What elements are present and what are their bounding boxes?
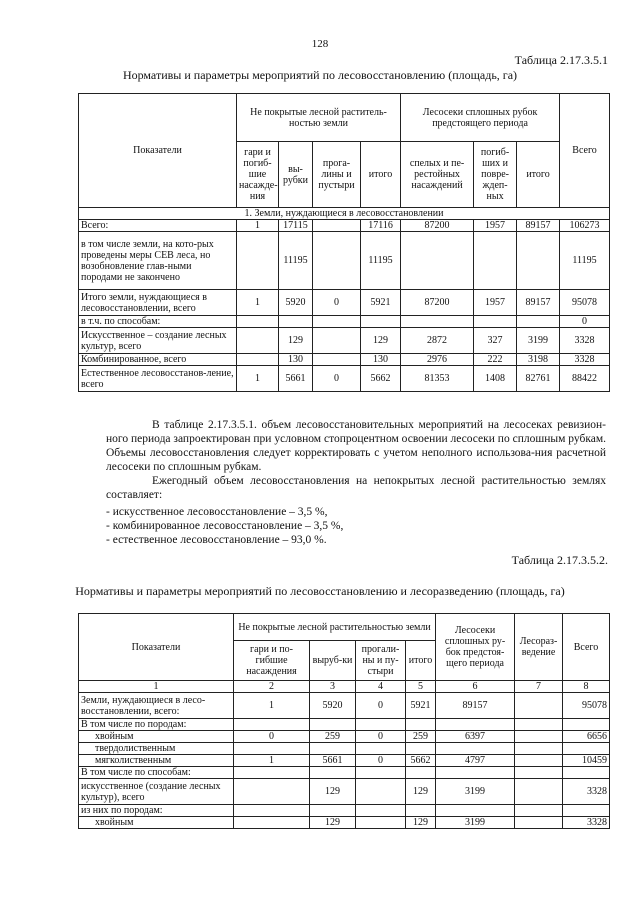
table-cell [310,767,356,779]
table-cell [517,232,560,290]
table-cell: 3328 [563,779,610,805]
table-cell: 3199 [436,779,515,805]
table-cell [474,232,517,290]
row-label: хвойным [79,817,234,829]
table-cell: 0 [356,731,406,743]
row-label: Комбинированное, всего [79,354,237,366]
table-cell [563,743,610,755]
header-indicators: Показатели [79,94,237,208]
table-cell: 95078 [563,693,610,719]
table-label: Таблица 2.17.3.5.2. [511,553,608,567]
table-row [79,719,610,731]
table-cell: 1957 [474,290,517,316]
table-cell [563,805,610,817]
header-indicators: Показатели [79,614,234,681]
table-cell: 2872 [401,328,474,354]
table-row [79,220,610,232]
header-ripe-stands: спелых и пе-рестойных насаждений [401,142,474,208]
table-cell: 0 [313,366,361,392]
table-cell: 1408 [474,366,517,392]
table-cell: 89157 [517,290,560,316]
list-item: - искусственное лесовосстановление – 3,5 %, [106,506,328,518]
table-cell: 3199 [517,328,560,354]
header-glades: прогали-ны и пу-стыри [356,641,406,681]
header-glades: прога-лины и пустыри [313,142,361,208]
table-cell [436,719,515,731]
table-cell [310,805,356,817]
column-number: 7 [515,681,563,693]
table-cell [517,316,560,328]
table-cell: 222 [474,354,517,366]
table-cell: 88422 [560,366,610,392]
table-cell [310,743,356,755]
table-cell [406,805,436,817]
table-cell [234,719,310,731]
header-afforestation: Лесораз-ведение [515,614,563,681]
table-cell [310,719,356,731]
column-number: 6 [436,681,515,693]
table-cell [401,316,474,328]
table-cell: 1 [237,366,279,392]
table-row [79,805,610,817]
header-total: Всего [560,94,610,208]
table-cell: 129 [406,779,436,805]
reforestation-afforestation-table [78,613,610,829]
table-cell [406,743,436,755]
table-row [79,366,610,392]
header-clearcut-areas: Лесосеки сплошных ру-бок предстоя-щего периода [436,614,515,681]
table-row [79,767,610,779]
table-cell [515,767,563,779]
table-cell: 0 [234,731,310,743]
table-cell: 106273 [560,220,610,232]
row-label: В том числе по породам: [79,719,234,731]
table-cell [356,719,406,731]
table-row [79,817,610,829]
table-cell: 89157 [517,220,560,232]
table-cell [515,731,563,743]
row-label: Естественное лесовосстанов-ление, всего [79,366,237,392]
header-subtotal: итого [361,142,401,208]
table-cell [515,817,563,829]
table-cell: 17115 [279,220,313,232]
header-felled: вы-рубки [279,142,313,208]
table-cell [313,232,361,290]
table-row [79,354,610,366]
header-total: Всего [563,614,610,681]
column-number: 1 [79,681,234,693]
column-number: 2 [234,681,310,693]
table-cell [515,805,563,817]
section-title: 1. Земли, нуждающиеся в лесовосстановлении [79,208,610,220]
table-cell [313,328,361,354]
table-cell: 3328 [560,354,610,366]
table-cell [474,316,517,328]
table-cell: 6397 [436,731,515,743]
table-cell: 327 [474,328,517,354]
table-cell: 3199 [436,817,515,829]
table-cell: 3198 [517,354,560,366]
table-title: Нормативы и параметры мероприятий по лесовосстановлению и лесоразведению (площадь, га) [75,584,565,598]
table-cell [279,316,313,328]
table-cell: 130 [361,354,401,366]
table-cell: 89157 [436,693,515,719]
table-cell [515,719,563,731]
table-cell [515,743,563,755]
table-cell: 10459 [563,755,610,767]
table-cell: 1 [234,755,310,767]
column-numbers-row [79,681,610,693]
table-cell: 5921 [406,693,436,719]
table-cell: 0 [356,693,406,719]
table-cell [234,805,310,817]
table-row [79,693,610,719]
table-cell: 95078 [560,290,610,316]
table-cell: 5662 [406,755,436,767]
table-cell: 129 [406,817,436,829]
header-subtotal: итого [406,641,436,681]
table-cell [237,328,279,354]
table-cell [356,743,406,755]
table-cell: 87200 [401,290,474,316]
list-item: - естественное лесовосстановление – 93,0 %. [106,534,327,546]
table-cell [237,354,279,366]
header-clearcut-areas: Лесосеки сплошных рубок предстоящего периода [401,94,560,142]
table-cell [515,693,563,719]
column-number: 4 [356,681,406,693]
table-cell: 129 [310,817,356,829]
row-label: в том числе земли, на кото-рых проведены меры СЕВ леса, но возобновление глав-ными породами не закончено [79,232,237,290]
row-label: искусственное (создание лесных культур), всего [79,779,234,805]
row-label: твердолиственным [79,743,234,755]
table-row [79,779,610,805]
table-cell: 3328 [563,817,610,829]
table-cell: 129 [361,328,401,354]
table-cell: 2976 [401,354,474,366]
table-cell: 4797 [436,755,515,767]
header-subtotal: итого [517,142,560,208]
row-label: Всего: [79,220,237,232]
paragraph-volume [106,418,606,474]
table-row [79,290,610,316]
row-label: из них по породам: [79,805,234,817]
table-cell [436,767,515,779]
header-burned: гари и по-гибшие насаждения [234,641,310,681]
column-number: 3 [310,681,356,693]
table-cell [361,316,401,328]
table-cell: 11195 [560,232,610,290]
row-label: мягколиственным [79,755,234,767]
table-cell: 1 [234,693,310,719]
table-cell: 6656 [563,731,610,743]
table-cell: 1 [237,290,279,316]
table-cell: 129 [279,328,313,354]
table-label: Таблица 2.17.3.5.1 [514,53,608,67]
header-felled: выруб-ки [310,641,356,681]
row-label: Земли, нуждающиеся в лесо-восстановлении, всего: [79,693,234,719]
table-cell [436,743,515,755]
table-cell [237,316,279,328]
row-label: хвойным [79,731,234,743]
table-cell: 82761 [517,366,560,392]
row-label: Итого земли, нуждающиеся в лесовосстановлении, всего [79,290,237,316]
table-cell [515,779,563,805]
table-cell [436,805,515,817]
table-cell: 1957 [474,220,517,232]
header-uncovered-lands: Не покрытые лесной растительностью земли [234,614,436,641]
table-title: Нормативы и параметры мероприятий по лесовосстановлению (площадь, га) [122,68,518,82]
row-label: Искусственное – создание лесных культур, всего [79,328,237,354]
table-cell [515,755,563,767]
table-cell: 5920 [310,693,356,719]
table-cell: 0 [313,290,361,316]
column-number: 5 [406,681,436,693]
table-cell [356,767,406,779]
paragraph-volume-text: В таблице 2.17.3.5.1. объем лесовосстановительных мероприятий на лесосеках ревизион-ного периода запроектирован при условном стопроцентном освоении лесосеки по сплошным рубкам. Объемы лесовосстановления следует корректировать с учетом неполного использова-ния расчетной лесосеки по сплошным рубкам. [106,419,606,473]
table-cell [356,805,406,817]
method-list [106,505,343,547]
paragraph-annual [106,474,606,502]
table-cell: 11195 [279,232,313,290]
table-cell: 87200 [401,220,474,232]
table-cell: 0 [356,755,406,767]
table-cell [406,719,436,731]
table-cell: 5921 [361,290,401,316]
table-cell [563,719,610,731]
table-cell: 129 [310,779,356,805]
table-cell [237,232,279,290]
column-number: 8 [563,681,610,693]
table-cell: 81353 [401,366,474,392]
table-cell [313,354,361,366]
table-row [79,232,610,290]
table-cell: 130 [279,354,313,366]
table-cell [234,817,310,829]
table-cell [401,232,474,290]
table-cell: 5661 [279,366,313,392]
table-cell: 5662 [361,366,401,392]
header-dead-stands: погиб-ших и повре-ждеп-ных [474,142,517,208]
table-row [79,743,610,755]
table-row [79,316,610,328]
table-cell [234,767,310,779]
table-cell: 5920 [279,290,313,316]
row-label: В том числе по способам: [79,767,234,779]
table-cell: 3328 [560,328,610,354]
table-cell: 259 [406,731,436,743]
table-row [79,328,610,354]
table-cell: 5661 [310,755,356,767]
table-cell [234,743,310,755]
table-cell: 11195 [361,232,401,290]
header-burned: гари и погиб-шие насажде-ния [237,142,279,208]
row-label: в т.ч. по способам: [79,316,237,328]
table-cell [313,316,361,328]
table-row [79,755,610,767]
table-cell [313,220,361,232]
header-uncovered-lands: Не покрытые лесной раститель-ностью земли [237,94,401,142]
page-number: 128 [311,38,329,50]
table-cell: 1 [237,220,279,232]
table-cell [356,817,406,829]
reforestation-table [78,93,610,392]
paragraph-annual-text: Ежегодный объем лесовосстановления на непокрытых лесной растительностью землях составляет: [106,475,606,501]
table-cell [234,779,310,805]
table-cell: 259 [310,731,356,743]
table-cell: 0 [560,316,610,328]
table-cell [563,767,610,779]
table-row [79,731,610,743]
list-item: - комбинированное лесовосстановление – 3,5 %, [106,520,344,532]
table-cell [356,779,406,805]
table-cell: 17116 [361,220,401,232]
table-cell [406,767,436,779]
